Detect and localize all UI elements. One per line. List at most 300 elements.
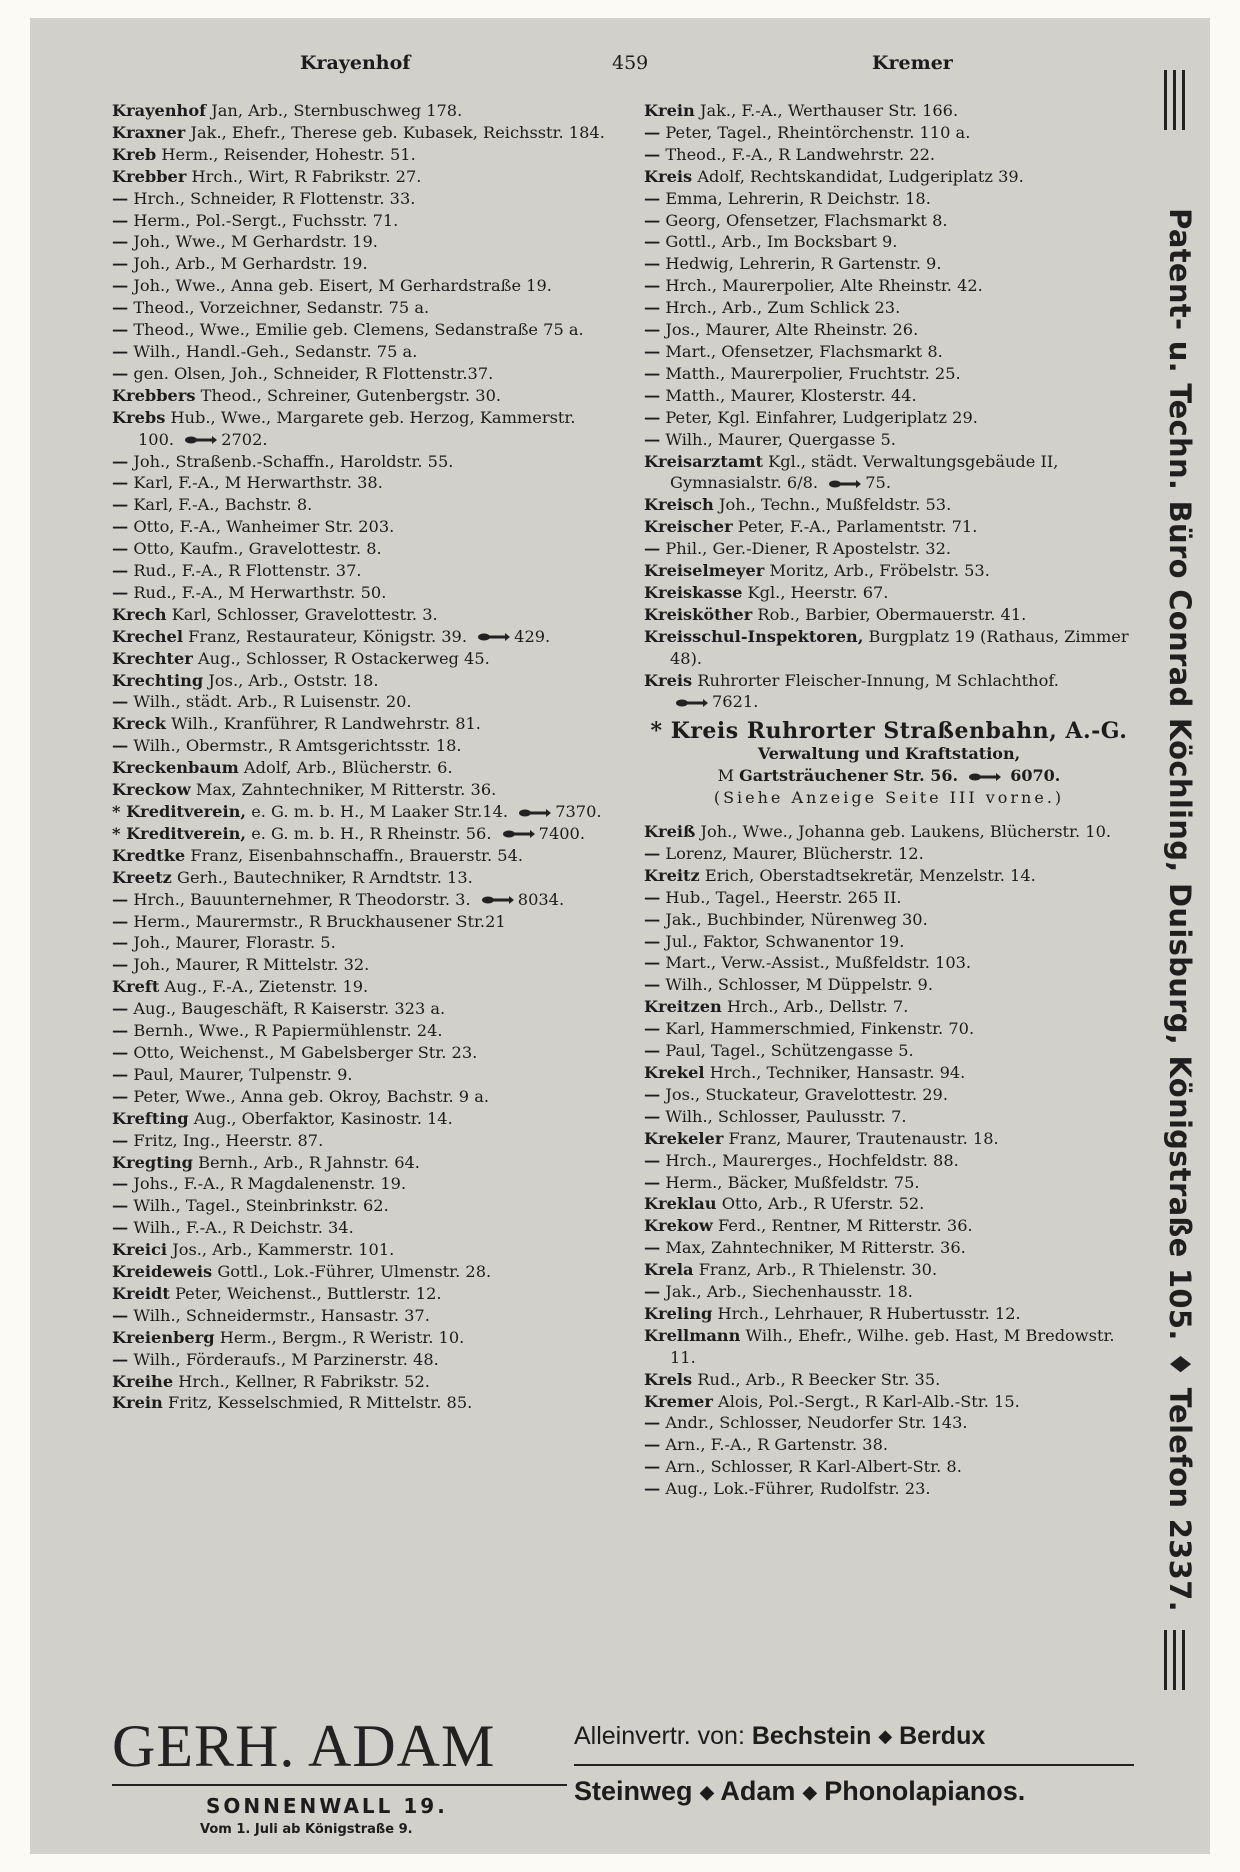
entry-details: Peter, Weichenst., Buttlerstr. 12. — [175, 1283, 442, 1303]
entry-surname: — — [644, 975, 661, 995]
entry-details: Otto, Arb., R Uferstr. 52. — [721, 1194, 925, 1214]
entry-details: Wilh., Maurer, Quergasse 5. — [665, 429, 896, 449]
entry-details: Jak., Buchbinder, Nürenweg 30. — [665, 909, 928, 929]
entry-details: Phil., Ger.-Diener, R Apostelstr. 32. — [665, 539, 952, 559]
directory-entry — [644, 821, 1134, 843]
entry-surname: — — [644, 254, 661, 274]
directory-entry — [112, 297, 612, 319]
entry-surname: Krekeler — [644, 1128, 724, 1148]
entry-details: Joh., Wwe., Johanna geb. Laukens, Blücherstr. 10. — [700, 822, 1112, 841]
entry-surname: — — [644, 1238, 661, 1258]
directory-entry — [112, 1327, 612, 1349]
directory-entry — [644, 275, 1134, 297]
entry-surname: — — [644, 232, 661, 252]
directory-entry — [112, 1130, 612, 1152]
entry-surname: Kraxner — [112, 122, 186, 142]
entry-details: Herm., Bäcker, Mußfeldstr. 75. — [665, 1172, 920, 1192]
entry-details: Mart., Verw.-Assist., Mußfeldstr. 103. — [665, 953, 972, 973]
entry-surname: Kreft — [112, 977, 160, 997]
directory-entry — [644, 1391, 1134, 1413]
entry-details: Paul, Maurer, Tulpenstr. 9. — [133, 1064, 353, 1084]
directory-entry — [112, 560, 612, 582]
entry-surname: Kreisch — [644, 495, 714, 515]
directory-entry — [644, 1237, 1134, 1259]
directory-entry — [112, 451, 612, 473]
entry-details: Hub., Tagel., Heerstr. 265 II. — [665, 887, 902, 907]
directory-entry — [644, 1434, 1134, 1456]
entry-phone-number: 8034. — [517, 889, 565, 909]
entry-surname: — — [112, 889, 129, 909]
entry-details: Theod., F.-A., R Landwehrstr. 22. — [665, 144, 936, 164]
directory-entry — [644, 626, 1134, 670]
directory-entry — [112, 1195, 612, 1217]
sidebar-advertisement — [1150, 70, 1216, 1750]
entry-surname: Kreideweis — [112, 1262, 213, 1282]
entry-surname: — — [112, 473, 129, 493]
entry-surname: — — [112, 298, 129, 318]
directory-entry — [112, 1392, 612, 1414]
entry-details: Matth., Maurer, Klosterstr. 44. — [665, 385, 917, 405]
entry-details: Johs., F.-A., R Magdalenenstr. 19. — [133, 1174, 407, 1194]
entry-details: Wilh., Schlosser, Paulusstr. 7. — [665, 1106, 907, 1126]
entry-surname: — — [644, 122, 661, 142]
directory-entry — [644, 144, 1134, 166]
directory-entry — [644, 1412, 1134, 1434]
entry-surname: — — [112, 363, 129, 383]
entry-surname: Kreklau — [644, 1194, 717, 1214]
entry-phone — [472, 627, 550, 646]
directory-entry — [644, 1478, 1134, 1500]
entry-surname: Krech — [112, 604, 167, 624]
running-head-left: Krayenhof — [300, 52, 411, 74]
entry-surname: — — [112, 232, 129, 252]
directory-entry — [644, 319, 1134, 341]
directory-entry — [644, 974, 1134, 996]
directory-entry — [644, 604, 1134, 626]
entry-details: Joh., Straßenb.-Schaffn., Haroldstr. 55. — [133, 451, 454, 471]
directory-entry — [644, 100, 1134, 122]
entry-surname: Kreisköther — [644, 604, 753, 624]
directory-entry — [112, 1305, 612, 1327]
directory-entry — [644, 1150, 1134, 1172]
left-column — [112, 100, 612, 1414]
entry-surname: — — [112, 276, 129, 296]
entry-details: Mart., Ofensetzer, Flachsmarkt 8. — [665, 341, 943, 361]
entry-details: Jos., Maurer, Alte Rheinstr. 26. — [665, 320, 919, 340]
directory-entry — [112, 1086, 612, 1108]
entry-surname: Krebbers — [112, 385, 196, 405]
entry-surname: — — [112, 517, 129, 537]
entry-surname: — — [112, 911, 129, 931]
entry-surname: — — [644, 1041, 661, 1061]
entry-surname: Kreienberg — [112, 1327, 215, 1347]
entry-details: Arn., F.-A., R Gartenstr. 38. — [665, 1435, 889, 1455]
entry-details: Theod., Schreiner, Gutenbergstr. 30. — [200, 385, 502, 405]
entry-surname: — — [644, 1019, 661, 1039]
entry-details: Herm., Maurermstr., R Bruckhausener Str.21 — [133, 911, 506, 931]
entry-details: Bernh., Wwe., R Papiermühlenstr. 24. — [133, 1021, 443, 1041]
entry-surname: — — [644, 539, 661, 559]
entry-details: Jak., F.-A., Werthauser Str. 166. — [699, 101, 959, 120]
entry-surname: Kremer — [644, 1391, 713, 1411]
entry-details: Rud., Arb., R Beecker Str. 35. — [697, 1369, 941, 1389]
directory-entry — [644, 1193, 1134, 1215]
tram-ad-subtitle: Verwaltung und Kraftstation, — [757, 744, 1021, 764]
directory-entry — [112, 976, 612, 998]
entry-surname: — — [112, 1021, 129, 1041]
entry-details: Karl, Schlosser, Gravelottestr. 3. — [171, 604, 438, 624]
directory-entry — [644, 1018, 1134, 1040]
directory-entry — [112, 604, 612, 626]
entry-surname: — — [644, 843, 661, 863]
directory-entry — [644, 560, 1134, 582]
entry-surname: — — [112, 692, 129, 712]
directory-entry — [644, 429, 1134, 451]
entry-details: Rob., Barbier, Obermauerstr. 41. — [757, 604, 1027, 624]
entry-surname: — — [112, 320, 129, 340]
entry-surname: Krebber — [112, 166, 187, 186]
brands-divider — [574, 1764, 1134, 1766]
entry-details: Wilh., städt. Arb., R Luisenstr. 20. — [133, 692, 412, 712]
directory-entry — [112, 166, 612, 188]
directory-entry — [644, 670, 1134, 714]
entry-details: Aug., Baugeschäft, R Kaiserstr. 323 a. — [133, 999, 446, 1019]
entry-surname: — — [112, 933, 129, 953]
directory-entry — [112, 538, 612, 560]
entry-details: Ferd., Rentner, M Ritterstr. 36. — [718, 1216, 973, 1236]
telephone-icon — [501, 829, 535, 839]
entry-surname: — — [644, 1172, 661, 1192]
directory-entry — [112, 735, 612, 757]
entry-surname: Kreisschul-Inspektoren, — [644, 626, 864, 646]
directory-entry — [644, 1084, 1134, 1106]
entry-surname: — — [112, 1305, 129, 1325]
directory-entry — [112, 1239, 612, 1261]
entry-details: Emma, Lehrerin, R Deichstr. 18. — [665, 188, 931, 208]
entry-details: Erich, Oberstadtsekretär, Menzelstr. 14. — [704, 865, 1036, 885]
entry-details: Alois, Pol.-Sergt., R Karl-Alb.-Str. 15. — [718, 1391, 1020, 1411]
entry-details: Karl, F.-A., M Herwarthstr. 38. — [133, 473, 383, 493]
entry-surname: — — [112, 999, 129, 1019]
entry-surname: Kregting — [112, 1152, 193, 1172]
directory-entry — [644, 1172, 1134, 1194]
entry-details: Hrch., Techniker, Hansastr. 94. — [709, 1062, 966, 1082]
directory-entry — [644, 122, 1134, 144]
entry-details: Jan, Arb., Sternbuschweg 178. — [211, 101, 463, 120]
entry-details: Georg, Ofensetzer, Flachsmarkt 8. — [665, 210, 948, 230]
entry-details: Wilh., F.-A., R Deichstr. 34. — [133, 1218, 354, 1238]
directory-entry — [112, 494, 612, 516]
directory-entry — [112, 210, 612, 232]
entry-details: Karl, Hammerschmied, Finkenstr. 70. — [665, 1019, 975, 1039]
directory-entry — [112, 231, 612, 253]
directory-entry — [112, 144, 612, 166]
directory-entry — [644, 188, 1134, 210]
directory-entry — [112, 407, 612, 451]
entry-details: Hrch., Bauunternehmer, R Theodorstr. 3. — [133, 889, 471, 909]
directory-entry — [112, 1042, 612, 1064]
directory-entry — [112, 779, 612, 801]
entry-details: Aug., Oberfaktor, Kasinostr. 14. — [193, 1108, 453, 1128]
directory-entry — [644, 865, 1134, 887]
brand-adam: Adam — [720, 1776, 796, 1806]
entry-details: Bernh., Arb., R Jahnstr. 64. — [198, 1152, 420, 1172]
entry-surname: — — [644, 320, 661, 340]
entry-phone-number: 7621. — [712, 692, 759, 712]
entry-surname: — — [644, 1084, 661, 1104]
directory-entry — [644, 1281, 1134, 1303]
directory-entry — [112, 1020, 612, 1042]
directory-entry — [112, 1261, 612, 1283]
directory-entry — [112, 1371, 612, 1393]
entry-surname: Kreis — [644, 670, 693, 690]
directory-entry — [644, 909, 1134, 931]
directory-entry — [112, 516, 612, 538]
directory-entry — [644, 231, 1134, 253]
entry-surname: — — [644, 407, 661, 427]
entry-phone — [823, 473, 891, 492]
entry-details: Otto, Weichenst., M Gabelsberger Str. 23. — [133, 1042, 478, 1062]
entry-details: Hrch., Maurerpolier, Alte Rheinstr. 42. — [665, 276, 983, 296]
directory-entry — [644, 363, 1134, 385]
entry-details: Arn., Schlosser, R Karl-Albert-Str. 8. — [665, 1457, 962, 1477]
entry-surname: — — [644, 909, 661, 929]
entry-surname: Krebs — [112, 407, 166, 427]
entry-details: Jos., Arb., Oststr. 18. — [208, 670, 379, 690]
entry-details: Wilh., Obermstr., R Amtsgerichtsstr. 18. — [133, 736, 462, 756]
directory-entry — [644, 516, 1134, 538]
directory-entry — [112, 275, 612, 297]
directory-entry — [644, 451, 1134, 495]
entry-details: Theod., Vorzeichner, Sedanstr. 75 a. — [133, 298, 430, 318]
directory-entry — [644, 582, 1134, 604]
directory-entry — [644, 1369, 1134, 1391]
entry-details: Hrch., Arb., Zum Schlick 23. — [665, 298, 901, 318]
entry-surname: Kreiselmeyer — [644, 561, 765, 581]
directory-entry — [112, 889, 612, 911]
directory-entry — [644, 887, 1134, 909]
entry-details: Franz, Restaurateur, Königstr. 39. — [188, 626, 467, 646]
directory-entry — [112, 1152, 612, 1174]
directory-entry — [644, 494, 1134, 516]
entry-phone-number: 7400. — [538, 823, 585, 843]
entry-surname: — — [112, 1064, 129, 1084]
dealer-name: GERH. ADAM — [112, 1713, 496, 1779]
entry-details: Lorenz, Maurer, Blücherstr. 12. — [665, 843, 924, 863]
directory-entry — [644, 1303, 1134, 1325]
entry-surname: Kreiskasse — [644, 582, 743, 602]
entry-surname: — — [644, 1435, 661, 1455]
entry-phone-number: 2702. — [221, 429, 268, 449]
entry-surname: — — [644, 144, 661, 164]
entry-details: gen. Olsen, Joh., Schneider, R Flottenstr.37. — [133, 363, 494, 383]
entry-surname: — — [644, 363, 661, 383]
entry-surname: Krechel — [112, 626, 183, 646]
entry-details: Aug., F.-A., Zietenstr. 19. — [164, 977, 369, 997]
directory-entry — [112, 626, 612, 648]
directory-entry — [644, 931, 1134, 953]
right-column — [644, 100, 1134, 1500]
entry-details: Aug., Schlosser, R Ostackerweg 45. — [197, 648, 490, 668]
directory-entry — [112, 188, 612, 210]
right-column-top — [644, 100, 1134, 713]
directory-entry — [644, 952, 1134, 974]
entry-details: Otto, Kaufm., Gravelottestr. 8. — [133, 539, 382, 559]
directory-entry — [112, 1108, 612, 1130]
entry-details: Kgl., städt. Verwaltungsgebäude II, Gymnasialstr. 6/8. — [670, 451, 1059, 493]
tram-ad-note: (Siehe Anzeige Seite III vorne.) — [713, 788, 1065, 808]
entry-details: e. G. m. b. H., R Rheinstr. 56. — [251, 823, 492, 843]
entry-phone — [179, 430, 267, 449]
entry-surname: Kreisarztamt — [644, 451, 763, 471]
dealer-brands-line1 — [574, 1722, 985, 1751]
entry-surname: — — [112, 254, 129, 274]
entry-details: Fritz, Kesselschmied, R Mittelstr. 85. — [167, 1393, 473, 1413]
running-head-right: Kremer — [872, 52, 953, 74]
entry-surname: Krellmann — [644, 1325, 741, 1345]
entry-surname: — — [112, 1218, 129, 1238]
entry-details: Karl, F.-A., Bachstr. 8. — [133, 495, 313, 515]
entry-surname: — — [112, 1042, 129, 1062]
tram-ad-phone: 6070. — [1010, 766, 1061, 786]
directory-entry — [112, 341, 612, 363]
entry-surname: — — [644, 931, 661, 951]
telephone-icon — [517, 808, 551, 818]
entry-surname: — — [112, 210, 129, 230]
directory-entry — [644, 385, 1134, 407]
entry-details: Jak., Ehefr., Therese geb. Kubasek, Reichsstr. 184. — [190, 122, 605, 142]
directory-entry — [112, 954, 612, 976]
tram-ad-address-prefix: M — [717, 766, 735, 786]
entry-details: Joh., Techn., Mußfeldstr. 53. — [718, 495, 952, 515]
directory-entry — [112, 385, 612, 407]
directory-entry — [112, 648, 612, 670]
entry-phone — [513, 802, 601, 821]
directory-entry — [644, 1106, 1134, 1128]
entry-surname: — — [112, 495, 129, 515]
entry-details: Rud., F.-A., M Herwarthstr. 50. — [133, 582, 387, 602]
entry-details: Hrch., Arb., Dellstr. 7. — [726, 997, 909, 1017]
piano-dealer-ad — [112, 1713, 1132, 1837]
directory-entry — [112, 319, 612, 341]
entry-phone — [476, 890, 564, 909]
entry-surname: — — [644, 1150, 661, 1170]
entry-details: Jul., Faktor, Schwanentor 19. — [665, 931, 905, 951]
entry-details: Wilh., Förderaufs., M Parzinerstr. 48. — [133, 1349, 439, 1369]
entry-details: Ruhrorter Fleischer-Innung, M Schlachthof. — [697, 670, 1059, 690]
directory-entry — [644, 166, 1134, 188]
tram-ad-address-name: Gartsträuchener Str. 56. — [739, 766, 959, 786]
entry-surname: Kreck — [112, 714, 166, 734]
telephone-icon — [827, 479, 861, 489]
entry-surname: Krefting — [112, 1108, 189, 1128]
entry-surname: — — [112, 451, 129, 471]
directory-entry — [644, 1062, 1134, 1084]
directory-entry — [644, 1040, 1134, 1062]
entry-surname: — — [112, 955, 129, 975]
directory-entry — [112, 253, 612, 275]
entry-surname: — — [644, 1106, 661, 1126]
directory-entry — [112, 1283, 612, 1305]
decorative-rule-bottom — [1164, 1630, 1204, 1690]
entry-surname: — — [112, 539, 129, 559]
directory-entry — [112, 582, 612, 604]
entry-details: Gottl., Lok.-Führer, Ulmenstr. 28. — [217, 1262, 492, 1282]
entry-surname: — — [644, 429, 661, 449]
directory-entry — [112, 472, 612, 494]
entry-details: Aug., Lok.-Führer, Rudolfstr. 23. — [665, 1479, 931, 1499]
telephone-icon — [183, 435, 217, 445]
entry-surname: — — [112, 1130, 129, 1150]
dealer-relocation-note: Vom 1. Juli ab Königstraße 9. — [200, 1822, 413, 1837]
entry-surname: — — [644, 298, 661, 318]
entry-surname: — — [112, 582, 129, 602]
entry-details: Herm., Bergm., R Weristr. 10. — [219, 1327, 465, 1347]
entry-surname: Krela — [644, 1260, 694, 1280]
entry-details: Matth., Maurerpolier, Fruchtstr. 25. — [665, 363, 961, 383]
brand-steinweg: Steinweg — [574, 1776, 693, 1806]
entry-surname: Krechter — [112, 648, 193, 668]
telephone-icon — [480, 895, 514, 905]
entry-surname: Kreiß — [644, 822, 696, 841]
entry-surname: — — [112, 1196, 129, 1216]
entry-details: Wilh., Schneidermstr., Hansastr. 37. — [133, 1305, 430, 1325]
entry-surname: Krayenhof — [112, 101, 207, 120]
directory-entry — [644, 1325, 1134, 1369]
dealer-address: SONNENWALL 19. — [206, 1794, 448, 1818]
entry-details: Peter, Kgl. Einfahrer, Ludgeriplatz 29. — [665, 407, 978, 427]
entry-surname: Kreb — [112, 144, 157, 164]
entry-details: Hrch., Schneider, R Flottenstr. 33. — [133, 188, 416, 208]
entry-surname: — — [112, 561, 129, 581]
entry-surname: Kredtke — [112, 845, 186, 865]
entry-details: Joh., Wwe., Anna geb. Eisert, M Gerhardstraße 19. — [133, 276, 552, 296]
entry-details: Wilh., Handl.-Geh., Sedanstr. 75 a. — [133, 341, 418, 361]
entry-details: Adolf, Arb., Blücherstr. 6. — [243, 758, 453, 778]
directory-entry — [112, 363, 612, 385]
entry-details: Peter, Tagel., Rheintörchenstr. 110 a. — [665, 122, 971, 142]
entry-details: Fritz, Ing., Heerstr. 87. — [133, 1130, 324, 1150]
directory-entry — [112, 1217, 612, 1239]
entry-surname: Krein — [112, 1393, 163, 1413]
entry-details: Joh., Wwe., M Gerhardstr. 19. — [133, 232, 378, 252]
entry-surname: Krekel — [644, 1062, 705, 1082]
entry-details: e. G. m. b. H., M Laaker Str.14. — [251, 802, 509, 821]
brand-phonolapianos: Phonolapianos. — [824, 1776, 1026, 1806]
directory-entry — [644, 407, 1134, 429]
entry-surname: — — [644, 1413, 661, 1433]
entry-phone-number: 7370. — [555, 802, 602, 821]
directory-entry — [644, 1215, 1134, 1237]
brand-bechstein: Bechstein — [751, 1722, 872, 1750]
directory-entry — [644, 1259, 1134, 1281]
directory-entry — [112, 1064, 612, 1086]
entry-details: Franz, Arb., R Thielenstr. 30. — [698, 1260, 938, 1280]
decorative-rule-top — [1164, 70, 1204, 130]
entry-details: Jos., Arb., Kammerstr. 101. — [172, 1240, 395, 1260]
entry-details: Gottl., Arb., Im Bocksbart 9. — [665, 232, 898, 252]
entry-details: Moritz, Arb., Fröbelstr. 53. — [769, 561, 990, 581]
tram-ad-address — [644, 765, 1134, 787]
entry-details: Hub., Wwe., Margarete geb. Herzog, Kammerstr. 100. — [138, 407, 576, 449]
entry-details: Jos., Stuckateur, Gravelottestr. 29. — [665, 1084, 948, 1104]
directory-entry — [644, 341, 1134, 363]
directory-entry — [112, 100, 612, 122]
entry-details: Wilh., Ehefr., Wilhe. geb. Hast, M Bredowstr. 11. — [670, 1325, 1115, 1367]
entry-details: Andr., Schlosser, Neudorfer Str. 143. — [665, 1413, 968, 1433]
entry-details: Hrch., Lehrhauer, R Hubertusstr. 12. — [717, 1303, 1021, 1323]
entry-details: Wilh., Tagel., Steinbrinkstr. 62. — [133, 1196, 389, 1216]
